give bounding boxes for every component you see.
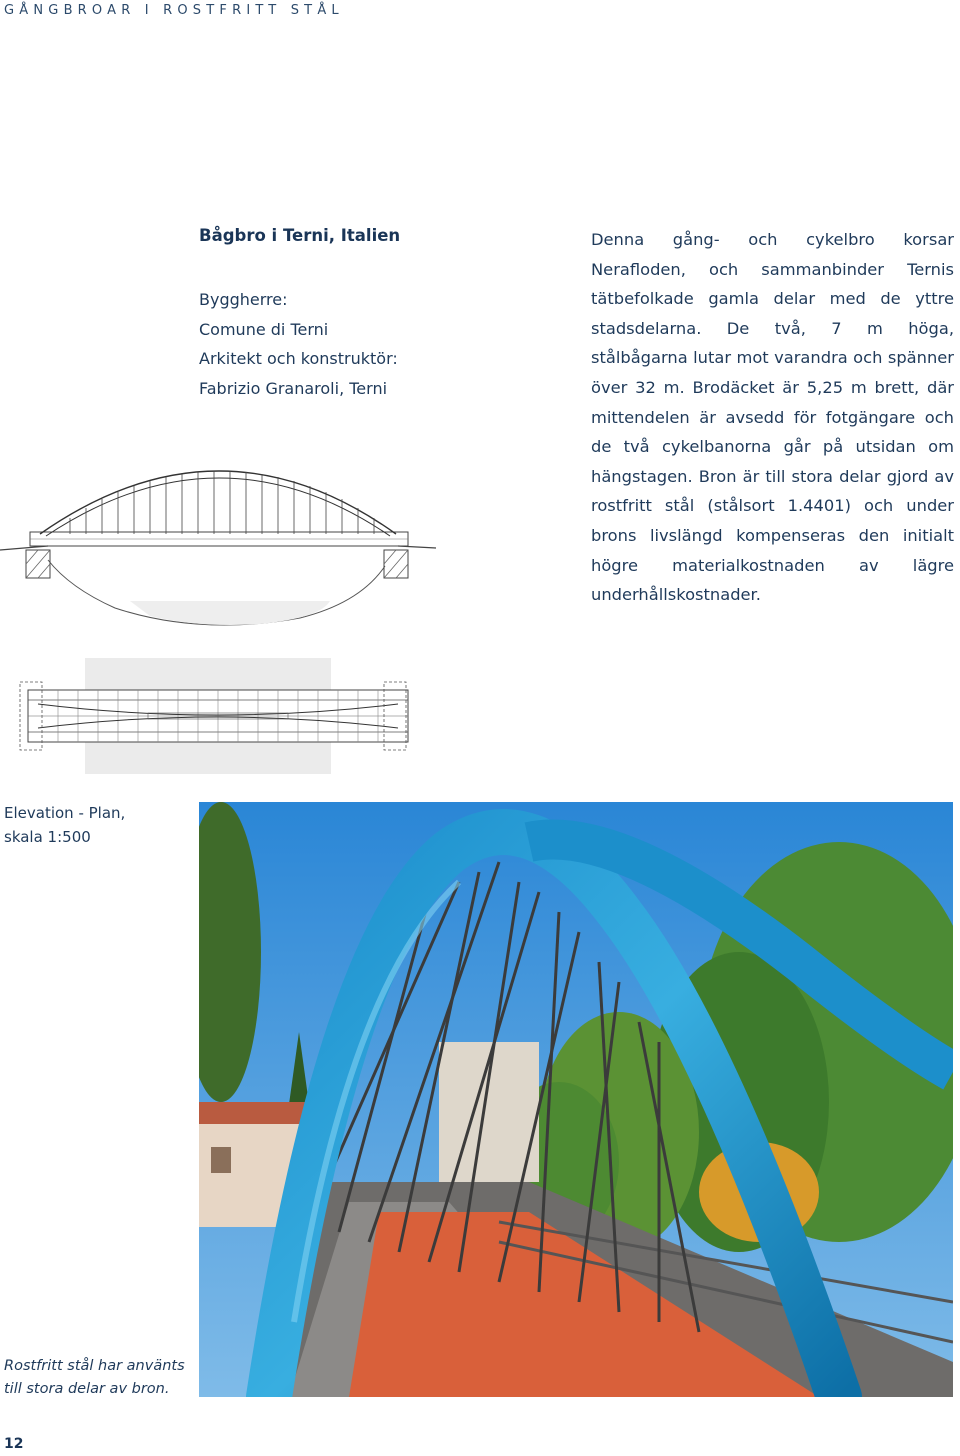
bridge-elevation-drawing <box>0 468 440 628</box>
bridge-photo <box>199 802 953 1397</box>
credit-line: Byggherre: <box>199 290 288 309</box>
credit-line: Comune di Terni <box>199 319 329 339</box>
body-paragraph: Denna gång- och cykelbro korsar Nerafloden, och sammanbinder Ternis tätbefolkade gamla delar med de yttre stadsdelarna. De två, 7 m höga, stålbågarna lutar mot varandra och spänner över 32 m. Brodäcket är 5,25 m brett, där mittendelen är avsedd för fotgängare och de två cykelbanorna går på utsidan om hängstagen. Bron är till stora delar gjord av rostfritt stål (stålsort 1.4401) och under brons livslängd kompenseras den initialt högre materialkostnaden av lägre underhållskostnader. <box>591 230 954 605</box>
credit-line: Arkitekt och konstruktör: <box>199 349 398 368</box>
project-credits <box>199 285 398 403</box>
caption-line: till stora delar av bron. <box>4 1381 170 1397</box>
page-number: 12 <box>4 1436 24 1452</box>
photo-caption <box>4 1355 185 1401</box>
project-title: Bågbro i Terni, Italien <box>199 226 401 245</box>
caption-line: Rostfritt stål har använts <box>4 1358 185 1374</box>
running-header: GÅNGBROAR I ROSTFRITT STÅL <box>4 3 344 18</box>
caption-line: Elevation - Plan, <box>4 804 126 822</box>
caption-line: skala 1:500 <box>4 828 91 846</box>
drawing-caption <box>4 801 125 849</box>
credit-line: Fabrizio Granaroli, Terni <box>199 378 388 398</box>
bridge-plan-drawing <box>18 656 438 776</box>
